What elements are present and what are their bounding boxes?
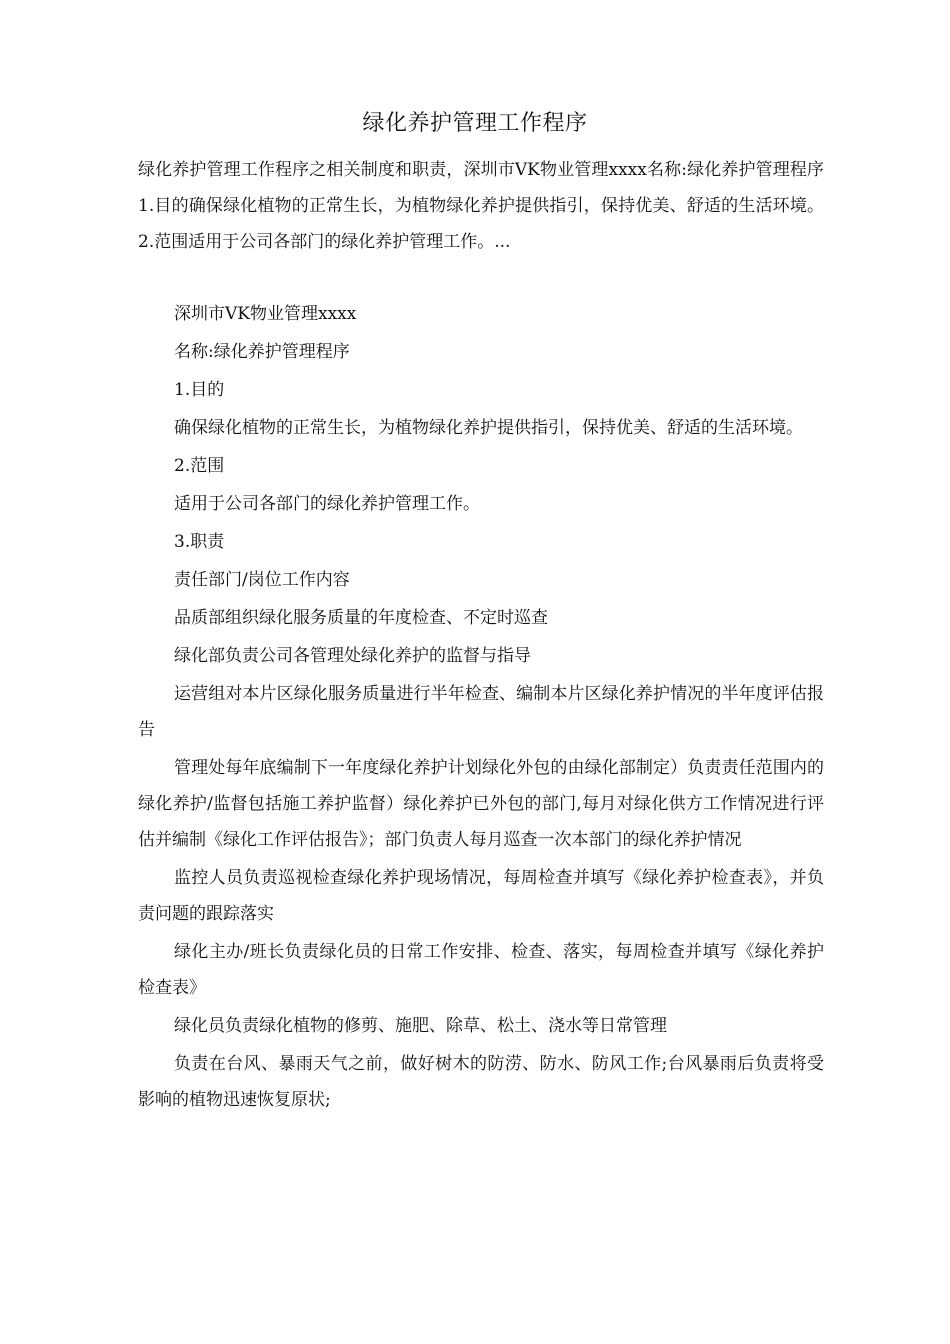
responsibility-header: 责任部门/岗位工作内容 <box>174 570 350 590</box>
procedure-name: 名称:绿化养护管理程序 <box>174 342 350 362</box>
responsibility-item: 品质部组织绿化服务质量的年度检查、不定时巡查 <box>174 608 548 628</box>
scope-text: 适用于公司各部门的绿化养护管理工作。 <box>174 494 480 514</box>
section-heading-purpose: 1.目的 <box>174 380 225 400</box>
responsibility-item: 绿化主办/班长负责绿化员的日常工作安排、检查、落实，每周检查并填写《绿化养护检查表》 <box>138 942 824 998</box>
responsibility-item: 绿化员负责绿化植物的修剪、施肥、除草、松土、浇水等日常管理 <box>174 1016 667 1036</box>
document-summary: 绿化养护管理工作程序之相关制度和职责，深圳市VK物业管理xxxx名称:绿化养护管理程序1.目的确保绿化植物的正常生长，为植物绿化养护提供指引，保持优美、舒适的生活环境。2.范围适用于公司各部门的绿化养护管理工作。... <box>138 160 824 252</box>
purpose-text: 确保绿化植物的正常生长，为植物绿化养护提供指引，保持优美、舒适的生活环境。 <box>174 418 803 438</box>
responsibility-item: 负责在台风、暴雨天气之前，做好树木的防涝、防水、防风工作;台风暴雨后负责将受影响的植物迅速恢复原状; <box>138 1054 824 1110</box>
responsibility-item: 监控人员负责巡视检查绿化养护现场情况，每周检查并填写《绿化养护检查表》，并负责问题的跟踪落实 <box>138 868 824 924</box>
responsibility-item: 运营组对本片区绿化服务质量进行半年检查、编制本片区绿化养护情况的半年度评估报告 <box>138 684 824 740</box>
section-heading-responsibilities: 3.职责 <box>174 532 225 552</box>
company-name: 深圳市VK物业管理xxxx <box>174 304 357 324</box>
document-title: 绿化养护管理工作程序 <box>362 111 588 136</box>
document-body <box>138 296 824 1120</box>
responsibility-item: 管理处每年底编制下一年度绿化养护计划绿化外包的由绿化部制定）负责责任范围内的绿化养护/监督包括施工养护监督）绿化养护已外包的部门,每月对绿化供方工作情况进行评估并编制《绿化工作评估报告》；部门负责人每月巡查一次本部门的绿化养护情况 <box>138 758 824 850</box>
section-heading-scope: 2.范围 <box>174 456 225 476</box>
responsibility-item: 绿化部负责公司各管理处绿化养护的监督与指导 <box>174 646 531 666</box>
